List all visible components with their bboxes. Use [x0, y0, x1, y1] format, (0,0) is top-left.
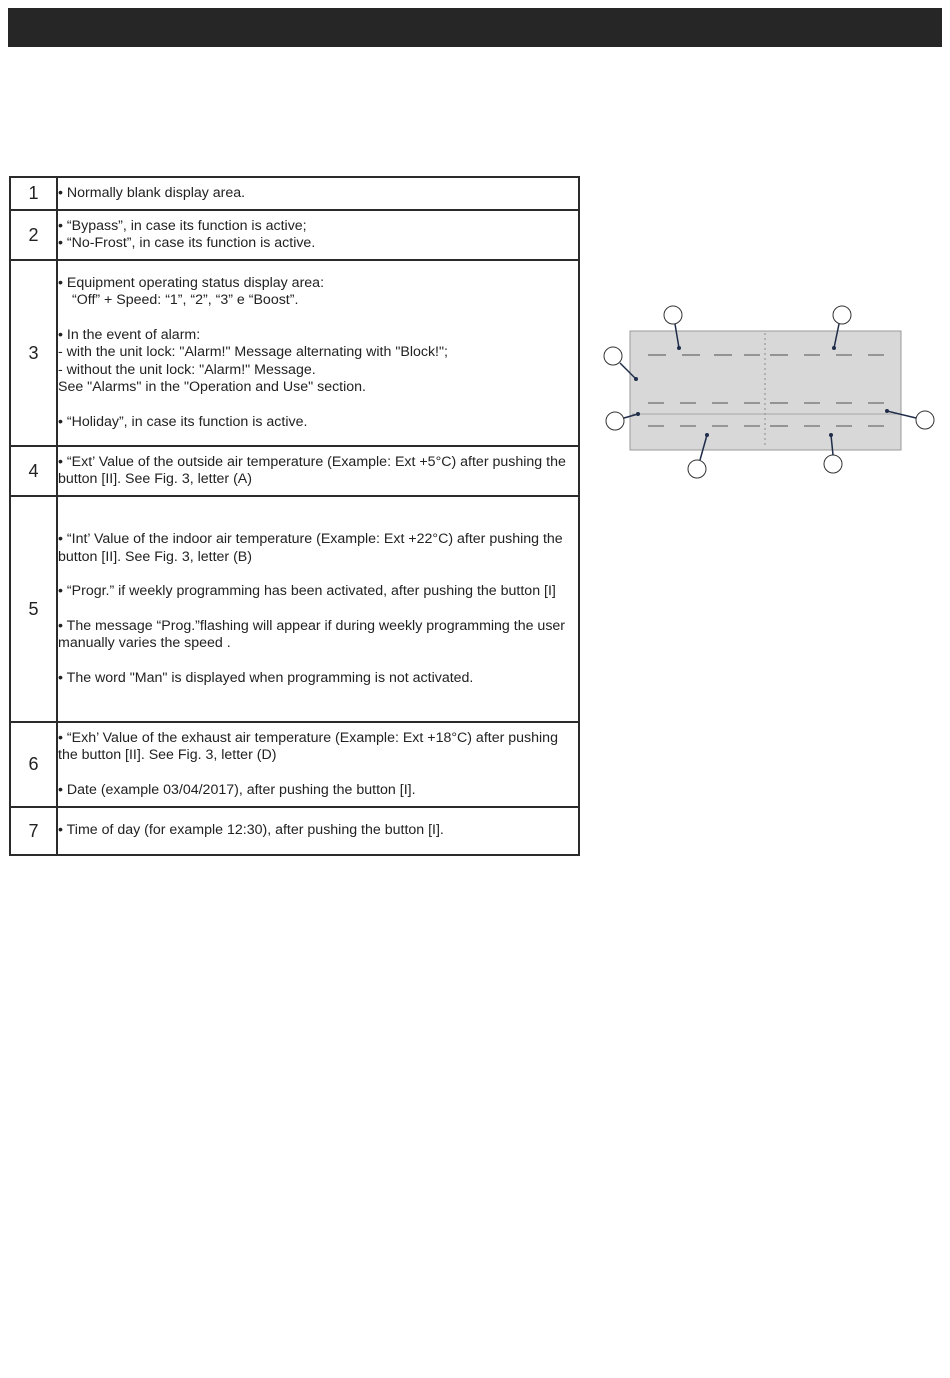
table-row	[10, 722, 579, 807]
row-number: 1	[10, 177, 57, 210]
row-description: • Normally blank display area.	[57, 177, 579, 210]
table-row	[10, 807, 579, 855]
row-number: 3	[10, 260, 57, 446]
row-description: • “Ext’ Value of the outside air temperature (Example: Ext +5°C) after pushing the button [II]. See Fig. 3, letter (A)	[57, 446, 579, 496]
row-number: 7	[10, 807, 57, 855]
display-legend-table	[9, 176, 580, 856]
row-description: • “Exh’ Value of the exhaust air temperature (Example: Ext +18°C) after pushing the button [II]. See Fig. 3, letter (D) • Date (example 03/04/2017), after pushing the button [I].	[57, 722, 579, 807]
row-description: • Time of day (for example 12:30), after pushing the button [I].	[57, 807, 579, 855]
display-diagram	[598, 300, 938, 485]
header-bar	[8, 8, 942, 47]
table-row	[10, 177, 579, 210]
table-row	[10, 446, 579, 496]
row-number: 4	[10, 446, 57, 496]
row-number: 2	[10, 210, 57, 260]
row-description: • “Bypass”, in case its function is active; • “No-Frost”, in case its function is active.	[57, 210, 579, 260]
table-row	[10, 260, 579, 446]
table-row	[10, 210, 579, 260]
row-description: • Equipment operating status display area: “Off” + Speed: “1”, “2”, “3” e “Boost”. • In the event of alarm: - with the unit lock: "Alarm!" Message alternating with "Block!"; - without the unit lock: "Alarm!" Message. See "Alarms" in the "Operation and Use" section. • “Holiday”, in case its function is active.	[57, 260, 579, 446]
row-number: 6	[10, 722, 57, 807]
row-number: 5	[10, 496, 57, 722]
row-description: • “Int’ Value of the indoor air temperature (Example: Ext +22°C) after pushing the button [II]. See Fig. 3, letter (B) • “Progr.” if weekly programming has been activated, after pushing the button [I] • The message “Prog.”flashing will appear if during weekly programming the user manually varies the speed . • The word "Man" is displayed when programming is not activated.	[57, 496, 579, 722]
table-row	[10, 496, 579, 722]
